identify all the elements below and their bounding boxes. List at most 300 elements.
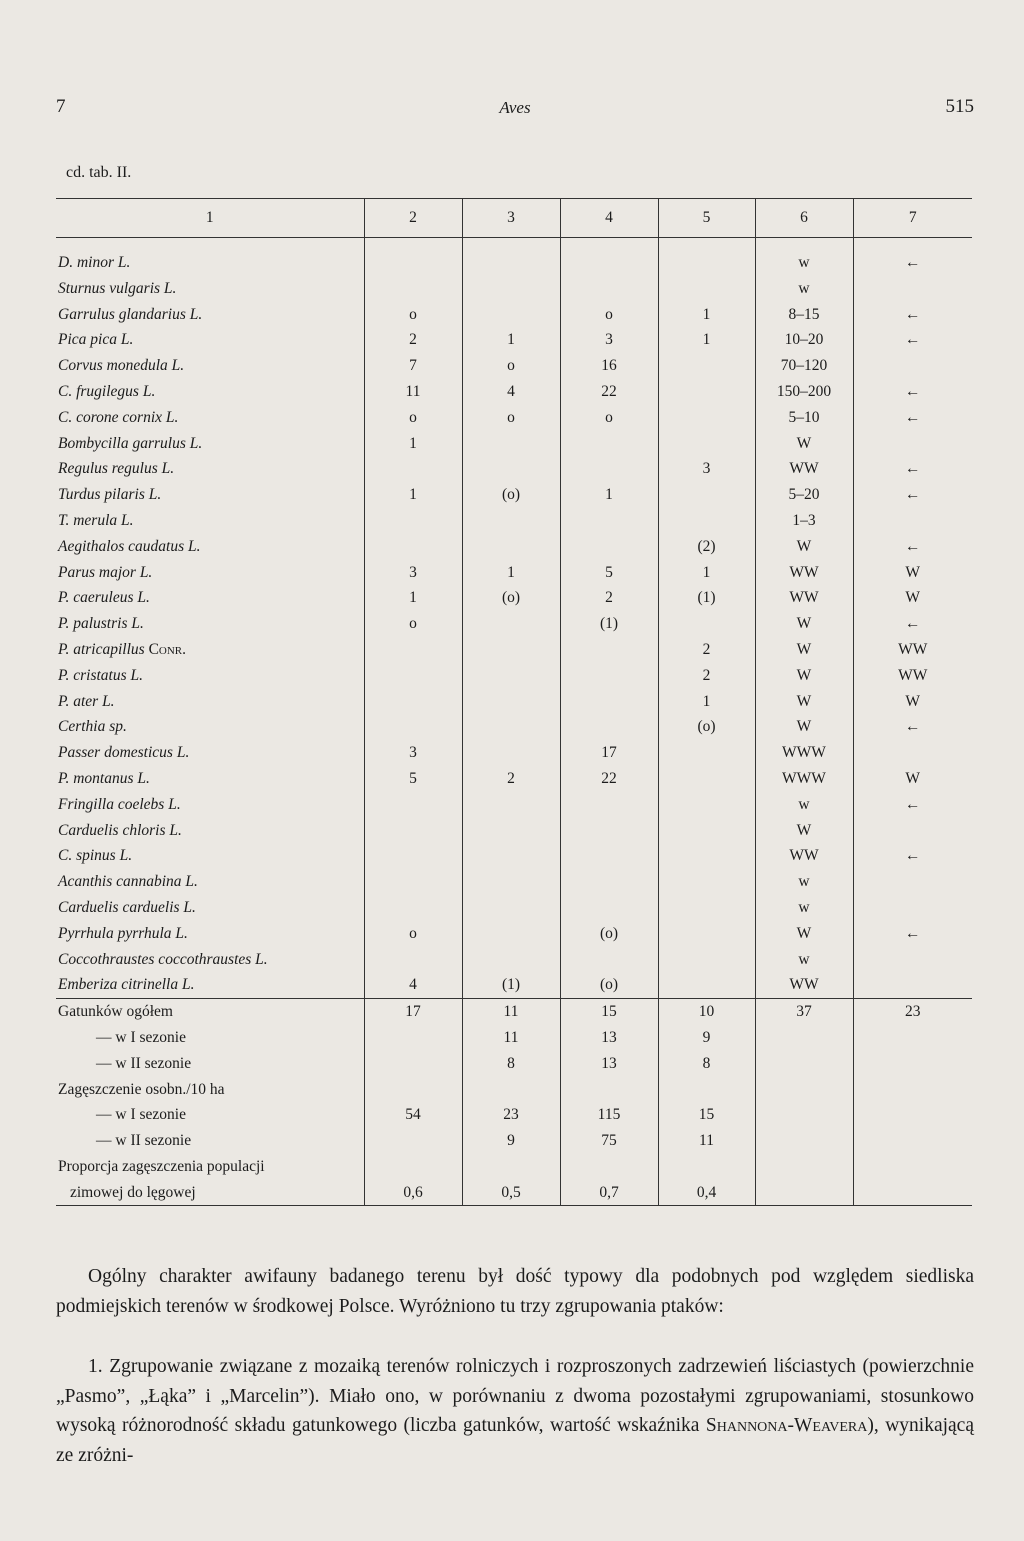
species-name: Bombycilla garrulus L. [58,434,203,452]
column-header: 1 [56,199,364,238]
table-cell [658,895,755,921]
table-cell [364,456,462,482]
table-cell: 1 [462,327,560,353]
table-row [56,585,972,611]
species-name: Carduelis carduelis L. [58,898,196,916]
table-cell: 0,4 [658,1180,755,1206]
table-cell: 4 [462,379,560,405]
table-cell: 8 [658,1051,755,1077]
table-cell [560,895,658,921]
table-cell [755,1025,853,1051]
table-cell: 1 [560,482,658,508]
table-cell: 2 [364,327,462,353]
table-cell: ← [853,482,972,508]
species-name: Aegithalos caudatus L. [58,537,201,555]
table-cell [853,1051,972,1077]
species-name: Corvus monedula L. [58,357,185,375]
table-row [56,792,972,818]
table-row [56,327,972,353]
table-cell: 15 [560,999,658,1025]
table-cell [658,792,755,818]
table-cell: w [755,250,853,276]
table-cell [755,1077,853,1103]
table-cell: 2 [462,766,560,792]
species-name: Turdus pilaris L. [58,486,162,504]
table-cell [560,1077,658,1103]
table-cell: 5–10 [755,405,853,431]
table-cell: 1 [364,482,462,508]
table-cell [658,482,755,508]
table-cell [755,1180,853,1206]
table-cell: WWW [755,740,853,766]
table-cell: W [853,585,972,611]
table-row [56,843,972,869]
table-cell [364,1128,462,1154]
table-cell [658,818,755,844]
table-cell [853,276,972,302]
table-cell [658,353,755,379]
table-cell: W [755,689,853,715]
table-row [56,869,972,895]
table-cell: ← [853,921,972,947]
summary-label: zimowej do lęgowej [56,1180,364,1206]
table-row [56,714,972,740]
table-cell [658,276,755,302]
table-cell: ← [853,611,972,637]
table-cell [364,1077,462,1103]
table-cell: (1) [658,585,755,611]
table-cell: 17 [364,999,462,1025]
table-cell: WW [853,637,972,663]
table-cell: 0,7 [560,1180,658,1206]
table-cell [364,1025,462,1051]
table-cell: 11 [462,999,560,1025]
table-row [56,611,972,637]
table-cell: o [560,405,658,431]
table-cell: (o) [560,921,658,947]
table-cell [658,405,755,431]
table-cell: ← [853,250,972,276]
summary-row [56,1154,972,1180]
table-cell [462,714,560,740]
table-cell [853,895,972,921]
species-name: Pyrrhula pyrrhula L. [58,924,188,942]
table-cell: (o) [658,714,755,740]
table-cell [364,792,462,818]
table-cell: w [755,869,853,895]
table-cell: 13 [560,1025,658,1051]
table-row [56,534,972,560]
table-cell: W [853,560,972,586]
table-cell [560,869,658,895]
table-cell [560,637,658,663]
table-cell [853,353,972,379]
species-name: P. montanus L. [58,769,150,787]
table-cell: 10 [658,999,755,1025]
summary-label: — w II sezonie [96,1054,192,1072]
table-cell: 70–120 [755,353,853,379]
table-cell [560,250,658,276]
table-cell [462,792,560,818]
species-name: P. caeruleus L. [58,589,150,607]
table-row [56,895,972,921]
table-cell: ← [853,714,972,740]
table-row [56,431,972,457]
summary-label: Proporcja zagęszczenia populacji [58,1157,265,1175]
table-cell [853,1025,972,1051]
table-row [56,560,972,586]
paragraph-text: 1. Zgrupowanie związane z mozaiką terenów rolniczych i rozproszonych zadrzewień liściastych (powierzchnie „Pasmo”, „Łąka” i „Marcelin”). Miało ono, w porównaniu z dwoma pozostałymi zgrupowaniami, stosunkowo wysoką różnorodność składu gatunkowego (liczba gatunków, wartość wskaźnika [56,1356,974,1436]
table-cell: (o) [462,482,560,508]
table-cell [462,869,560,895]
table-cell [853,1180,972,1206]
table-cell [560,276,658,302]
table-cell: WW [755,843,853,869]
table-cell [853,947,972,973]
table-row [56,921,972,947]
table-cell [462,637,560,663]
table-cell: 3 [658,456,755,482]
table-cell [755,1102,853,1128]
table-cell: o [364,921,462,947]
table-cell [364,508,462,534]
table-cell: 2 [560,585,658,611]
table-row [56,456,972,482]
table-cell: 23 [462,1102,560,1128]
table-cell: 10–20 [755,327,853,353]
table-cell: 11 [462,1025,560,1051]
table-cell [560,714,658,740]
table-cell [462,843,560,869]
table-row [56,482,972,508]
table-cell: W [755,818,853,844]
table-cell [658,250,755,276]
table-cell: 8 [462,1051,560,1077]
table-cell [364,689,462,715]
table-row [56,276,972,302]
table-cell: 1 [658,327,755,353]
table-cell [462,508,560,534]
table-cell: 1 [364,431,462,457]
table-cell [462,947,560,973]
table-cell: ← [853,843,972,869]
table-cell: 5 [560,560,658,586]
table-row [56,740,972,766]
table-cell: ← [853,302,972,328]
table-cell [462,689,560,715]
table-cell [658,611,755,637]
table-cell [658,766,755,792]
table-cell [364,238,462,251]
table-cell: w [755,792,853,818]
table-cell: (2) [658,534,755,560]
table-cell: WW [755,972,853,998]
page-number: 515 [945,96,974,117]
table-cell [364,869,462,895]
column-header: 3 [462,199,560,238]
table-cell [853,818,972,844]
table-cell: (o) [560,972,658,998]
table-cell: W [755,534,853,560]
column-header: 7 [853,199,972,238]
summary-label: Zagęszczenie osobn./10 ha [58,1080,225,1098]
table-cell [462,1154,560,1180]
table-cell [658,508,755,534]
table-cell [755,1128,853,1154]
table-cell [560,238,658,251]
table-cell [560,456,658,482]
table-cell [364,637,462,663]
table-cell [560,431,658,457]
species-name: Sturnus vulgaris L. [58,279,177,297]
table-cell: W [755,714,853,740]
species-name: P. atricapillus Conr. [58,640,187,658]
table-cell [364,843,462,869]
table-cell: 3 [560,327,658,353]
table-cell [853,1154,972,1180]
species-name: C. frugilegus L. [58,382,156,400]
paragraph-intro: Ogólny charakter awifauny badanego terenu był dość typowy dla podobnych pod względem siedliska podmiejskich terenów w środkowej Polsce. Wyróżniono tu trzy zgrupowania ptaków: [56,1266,974,1317]
species-name: Certhia sp. [58,718,127,736]
column-header: 5 [658,199,755,238]
species-name: Acanthis cannabina L. [58,873,198,891]
table-cell: ← [853,456,972,482]
table-cell: 16 [560,353,658,379]
column-header: 2 [364,199,462,238]
table-cell: 11 [658,1128,755,1154]
table-cell [462,250,560,276]
table-cell [658,1077,755,1103]
table-cell: 1 [658,302,755,328]
summary-row [56,1102,972,1128]
species-table [56,198,972,1206]
spacer-row [56,238,972,251]
table-cell: W [755,431,853,457]
table-cell: 9 [658,1025,755,1051]
species-name: Carduelis chloris L. [58,821,182,839]
table-cell: W [755,611,853,637]
table-cell: o [364,611,462,637]
species-name: C. spinus L. [58,847,133,865]
table-cell: W [755,921,853,947]
table-cell: 75 [560,1128,658,1154]
table-cell: 2 [658,663,755,689]
table-cell [853,238,972,251]
table-row [56,689,972,715]
species-name: Emberiza citrinella L. [58,976,195,994]
species-name: Regulus regulus L. [58,460,175,478]
table-row [56,818,972,844]
table-cell [560,947,658,973]
table-cell [462,740,560,766]
species-name: P. ater L. [58,692,115,710]
table-cell: 1 [364,585,462,611]
summary-label: — w I sezonie [96,1028,186,1046]
running-title: Aves [499,98,531,117]
table-cell: 17 [560,740,658,766]
table-body [56,238,972,1206]
table-cell [560,689,658,715]
table-cell: o [462,405,560,431]
table-cell: 2 [658,637,755,663]
table-cell [364,895,462,921]
species-name: P. palustris L. [58,615,144,633]
table-header-row [56,199,972,238]
table-cell [755,238,853,251]
table-cell [658,238,755,251]
table-cell: 11 [364,379,462,405]
table-cell: 7 [364,353,462,379]
table-cell [364,1051,462,1077]
table-cell [658,869,755,895]
table-cell [853,972,972,998]
page-header [56,96,974,126]
table-cell [853,508,972,534]
species-name: D. minor L. [58,254,131,271]
table-cell [560,534,658,560]
table-cell [462,1077,560,1103]
species-name: Parus major L. [58,563,153,581]
table-cell [560,818,658,844]
table-cell [658,972,755,998]
table-cell [462,456,560,482]
author-name: Shannona-Weavera [705,1415,868,1436]
table-cell [462,431,560,457]
table-cell: 5–20 [755,482,853,508]
table-cell [755,1051,853,1077]
summary-row [56,1180,972,1206]
table-row [56,972,972,998]
species-name: Garrulus glandarius L. [58,305,203,323]
paragraph-text: ), wynikającą ze zróżni- [56,1415,974,1466]
table-row [56,947,972,973]
table-cell: W [853,689,972,715]
table-cell [853,1102,972,1128]
table-cell [560,792,658,818]
table-cell: WW [755,585,853,611]
table-cell [462,921,560,947]
table-row [56,302,972,328]
species-name: P. cristatus L. [58,666,143,684]
table-row [56,405,972,431]
table-row [56,379,972,405]
table-cell [853,740,972,766]
species-name: Fringilla coelebs L. [58,795,181,813]
table-cell: W [853,766,972,792]
table-cell [560,1154,658,1180]
summary-row [56,1051,972,1077]
table-cell: ← [853,405,972,431]
table-cell: 8–15 [755,302,853,328]
summary-label: Gatunków ogółem [56,999,364,1025]
table-cell: ← [853,327,972,353]
table-cell [658,843,755,869]
table-cell: 1 [658,689,755,715]
table-cell [364,276,462,302]
species-name: T. merula L. [58,511,134,529]
summary-label: — w II sezonie [96,1132,192,1150]
table-cell: (1) [462,972,560,998]
table-cell: 3 [364,740,462,766]
summary-row [56,1025,972,1051]
table-cell [462,276,560,302]
table-cell: (1) [560,611,658,637]
table-cell [658,1154,755,1180]
table-cell [462,663,560,689]
table-cell [364,534,462,560]
table-continuation-label: cd. tab. II. [66,164,132,181]
table-cell: 22 [560,766,658,792]
table-row [56,637,972,663]
table-cell [853,1128,972,1154]
table-cell [364,714,462,740]
table-cell [462,611,560,637]
table-cell: 3 [364,560,462,586]
species-name: C. corone cornix L. [58,408,179,426]
table-cell: 54 [364,1102,462,1128]
table-cell: o [462,353,560,379]
table-cell [560,663,658,689]
table-cell: 37 [755,999,853,1025]
table-cell: ← [853,534,972,560]
table-cell [658,921,755,947]
table-cell: 4 [364,972,462,998]
table-cell: 5 [364,766,462,792]
table-cell: WWW [755,766,853,792]
table-cell: w [755,895,853,921]
table-cell: ← [853,792,972,818]
table-cell: 0,5 [462,1180,560,1206]
species-name: Passer domesticus L. [58,744,190,762]
table-cell [462,895,560,921]
table-cell: ← [853,379,972,405]
column-header: 4 [560,199,658,238]
table-cell: o [560,302,658,328]
table-cell [56,238,364,251]
table-cell [658,431,755,457]
table-cell [853,1077,972,1103]
table-cell: 150–200 [755,379,853,405]
table-cell [658,740,755,766]
author-abbrev: Conr. [144,640,187,658]
table-cell [853,431,972,457]
table-cell [364,663,462,689]
table-cell: WW [853,663,972,689]
table-cell: 1 [462,560,560,586]
table-cell: 15 [658,1102,755,1128]
paragraph-group-1 [56,1352,974,1470]
summary-row [56,1128,972,1154]
table-cell [462,302,560,328]
table-row [56,250,972,276]
table-cell: 0,6 [364,1180,462,1206]
species-name: Coccothraustes coccothraustes L. [58,950,268,968]
table-cell: 13 [560,1051,658,1077]
table-row [56,663,972,689]
table-cell: (o) [462,585,560,611]
table-cell: 1 [658,560,755,586]
table-cell: 23 [853,999,972,1025]
table-cell: w [755,276,853,302]
table-cell: W [755,637,853,663]
table-cell: WW [755,456,853,482]
table-cell [462,238,560,251]
table-cell [364,818,462,844]
table-cell [364,947,462,973]
table-cell: W [755,663,853,689]
table-cell: 9 [462,1128,560,1154]
table-cell: 22 [560,379,658,405]
